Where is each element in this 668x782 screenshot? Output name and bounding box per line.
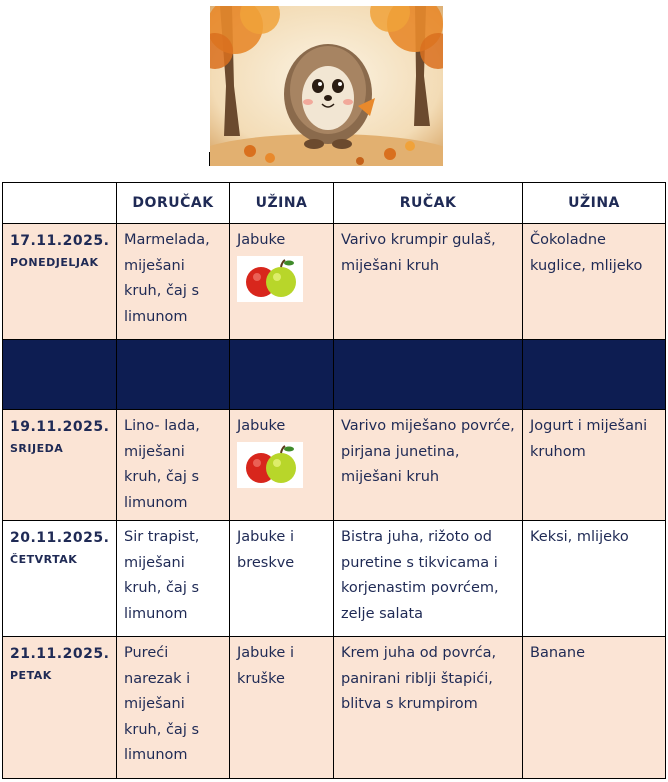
snack-2-cell: Banane xyxy=(523,637,666,779)
header-snack-2: UŽINA xyxy=(523,183,666,224)
date-cell xyxy=(3,637,117,779)
header-snack-1: UŽINA xyxy=(230,183,334,224)
date: 17.11.2025. xyxy=(10,233,110,249)
snack-1-cell xyxy=(230,224,334,340)
apples-icon xyxy=(237,442,303,488)
weekday: ČETVRTAK xyxy=(10,553,78,566)
breakfast-cell: Sir trapist, miješani kruh, čaj s limunom xyxy=(117,521,230,637)
lunch-cell: Varivo miješano povrće, pirjana junetina, miješani kruh xyxy=(334,410,523,521)
date: 20.11.2025. xyxy=(10,530,110,546)
snack-2-cell: Keksi, mlijeko xyxy=(523,521,666,637)
dark-cell xyxy=(3,340,117,410)
table-row xyxy=(3,224,666,340)
snack-1-cell xyxy=(230,410,334,521)
lunch-cell: Varivo krumpir gulaš, miješani kruh xyxy=(334,224,523,340)
date: 19.11.2025. xyxy=(10,419,110,435)
header-empty xyxy=(3,183,117,224)
date: 21.11.2025. xyxy=(10,646,110,662)
text-cursor xyxy=(209,152,210,166)
dark-cell xyxy=(117,340,230,410)
breakfast-cell: Pureći narezak i miješani kruh, čaj s limunom xyxy=(117,637,230,779)
snack-2-cell: Jogurt i miješani kruhom xyxy=(523,410,666,521)
snack-2-cell: Čokoladne kuglice, mlijeko xyxy=(523,224,666,340)
lunch-cell: Bistra juha, rižoto od puretine s tikvicama i korjenastim povrćem, zelje salata xyxy=(334,521,523,637)
lunch-cell: Krem juha od povrća, panirani riblji štapići, blitva s krumpirom xyxy=(334,637,523,779)
header-lunch: RUČAK xyxy=(334,183,523,224)
table-row xyxy=(3,410,666,521)
table-row xyxy=(3,637,666,779)
weekday: SRIJEDA xyxy=(10,442,64,455)
hedgehog-illustration xyxy=(210,6,443,166)
weekday: PETAK xyxy=(10,669,52,682)
table-row xyxy=(3,521,666,637)
header-row xyxy=(3,183,666,224)
dark-cell xyxy=(334,340,523,410)
apples-icon xyxy=(237,256,303,302)
holiday-row xyxy=(3,340,666,410)
snack-1-text: Jabuke xyxy=(237,418,286,434)
hedgehog-autumn-icon xyxy=(210,6,443,166)
date-cell xyxy=(3,224,117,340)
dark-cell xyxy=(523,340,666,410)
breakfast-cell: Lino- lada, miješani kruh, čaj s limunom xyxy=(117,410,230,521)
header-breakfast: DORUČAK xyxy=(117,183,230,224)
snack-1-cell: Jabuke i breskve xyxy=(230,521,334,637)
date-cell xyxy=(3,410,117,521)
snack-1-cell: Jabuke i kruške xyxy=(230,637,334,779)
breakfast-cell: Marmelada, miješani kruh, čaj s limunom xyxy=(117,224,230,340)
snack-1-text: Jabuke xyxy=(237,232,286,248)
date-cell xyxy=(3,521,117,637)
dark-cell xyxy=(230,340,334,410)
weekday: PONEDJELJAK xyxy=(10,256,99,269)
weekly-menu-table xyxy=(2,182,666,779)
